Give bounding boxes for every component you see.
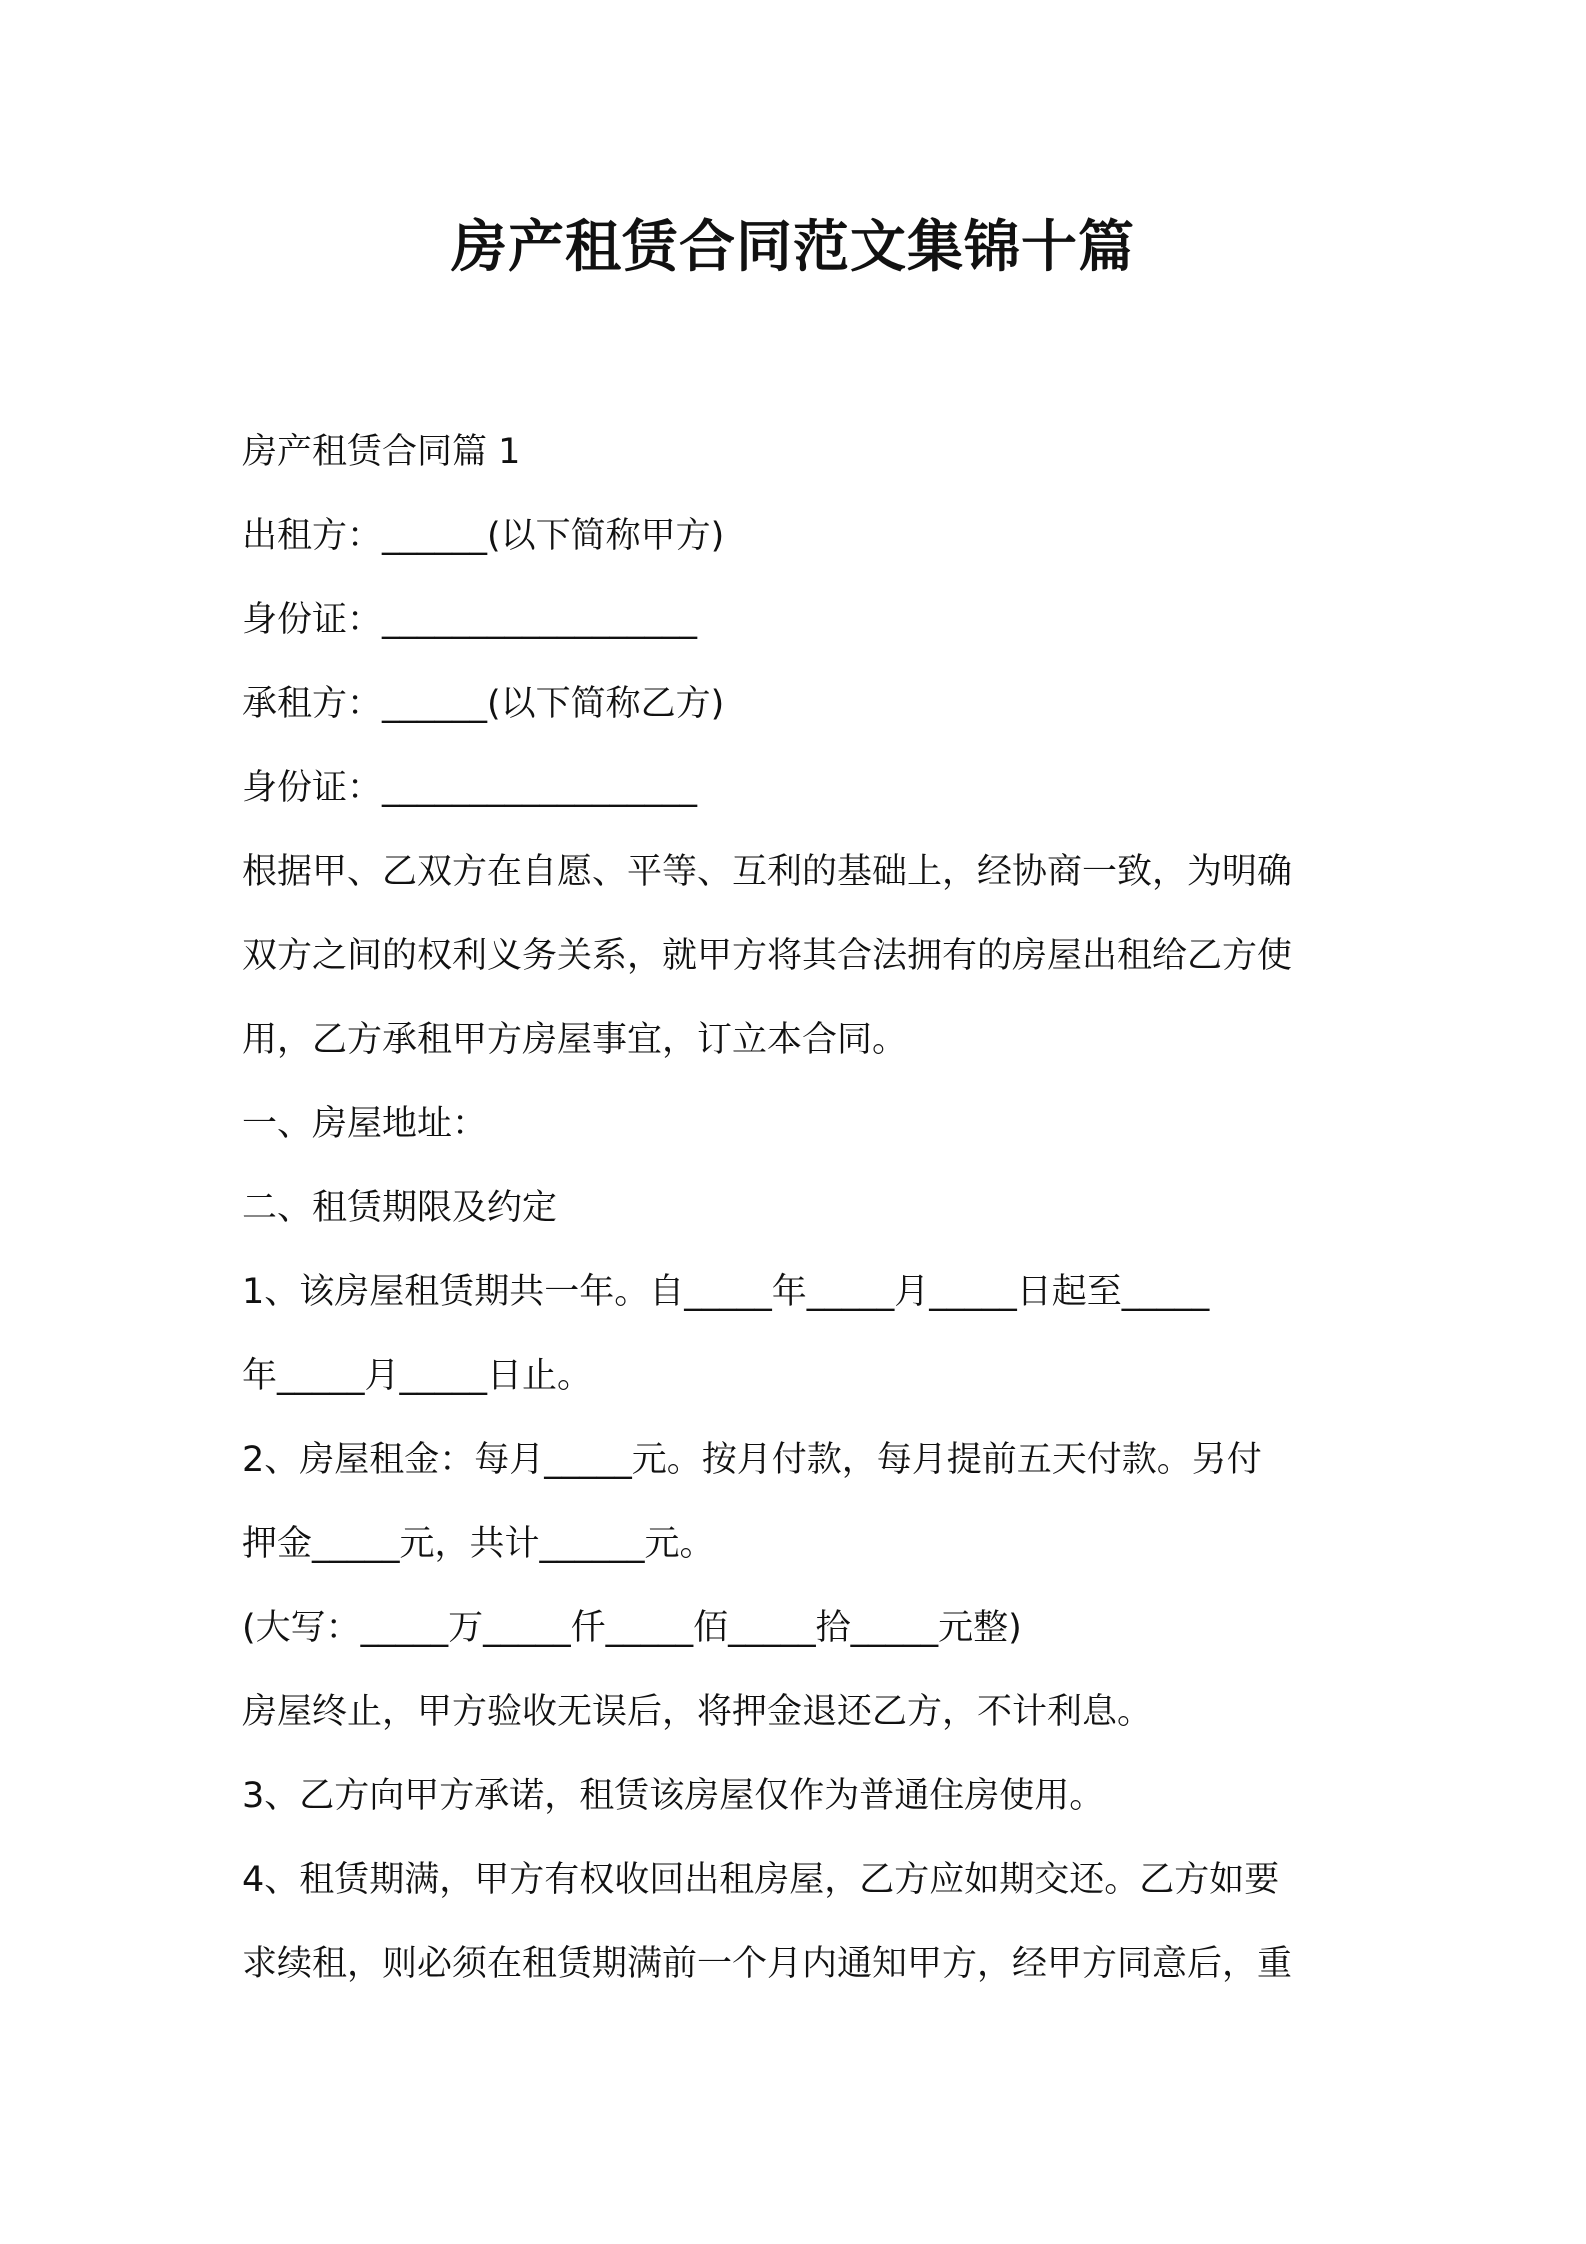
- lessee-id-line: 身份证：__________________: [242, 768, 698, 808]
- document-title: 房产租赁合同范文集锦十篇: [451, 215, 1135, 280]
- deposit-return-line: 房屋终止，甲方验收无误后，将押金退还乙方，不计利息。: [242, 1692, 1153, 1732]
- lessor-id-line: 身份证：__________________: [242, 600, 698, 640]
- clause-heading-term: 二、租赁期限及约定: [242, 1188, 558, 1228]
- clause-2-line-2: 押金_____元，共计______元。: [242, 1524, 715, 1564]
- document-body: [242, 410, 1354, 2006]
- clause-4-line-1: 4、租赁期满，甲方有权收回出租房屋，乙方应如期交还。乙方如要: [242, 1860, 1280, 1900]
- lessee-line: 承租方：______(以下简称乙方): [242, 684, 725, 724]
- clause-4-line-2: 求续租，则必须在租赁期满前一个月内通知甲方，经甲方同意后，重: [242, 1944, 1293, 1984]
- clause-heading-address: 一、房屋地址：: [242, 1104, 488, 1144]
- preamble-line-3: 用，乙方承租甲方房屋事宜，订立本合同。: [242, 1020, 908, 1060]
- preamble-line-1: 根据甲、乙双方在自愿、平等、互利的基础上，经协商一致，为明确: [242, 852, 1293, 892]
- clause-1-line-1: 1、该房屋租赁期共一年。自_____年_____月_____日起至_____: [242, 1272, 1210, 1312]
- lessor-line: 出租方：______(以下简称甲方): [242, 516, 725, 556]
- clause-3-line: 3、乙方向甲方承诺，租赁该房屋仅作为普通住房使用。: [242, 1776, 1105, 1816]
- amount-in-words-line: (大写：_____万_____仟_____佰_____拾_____元整): [242, 1608, 1022, 1648]
- clause-2-line-1: 2、房屋租金：每月_____元。按月付款，每月提前五天付款。另付: [242, 1440, 1262, 1480]
- section-heading-contract-1: 房产租赁合同篇 1: [242, 432, 521, 472]
- preamble-line-2: 双方之间的权利义务关系，就甲方将其合法拥有的房屋出租给乙方使: [242, 936, 1293, 976]
- clause-1-line-2: 年_____月_____日止。: [242, 1356, 593, 1396]
